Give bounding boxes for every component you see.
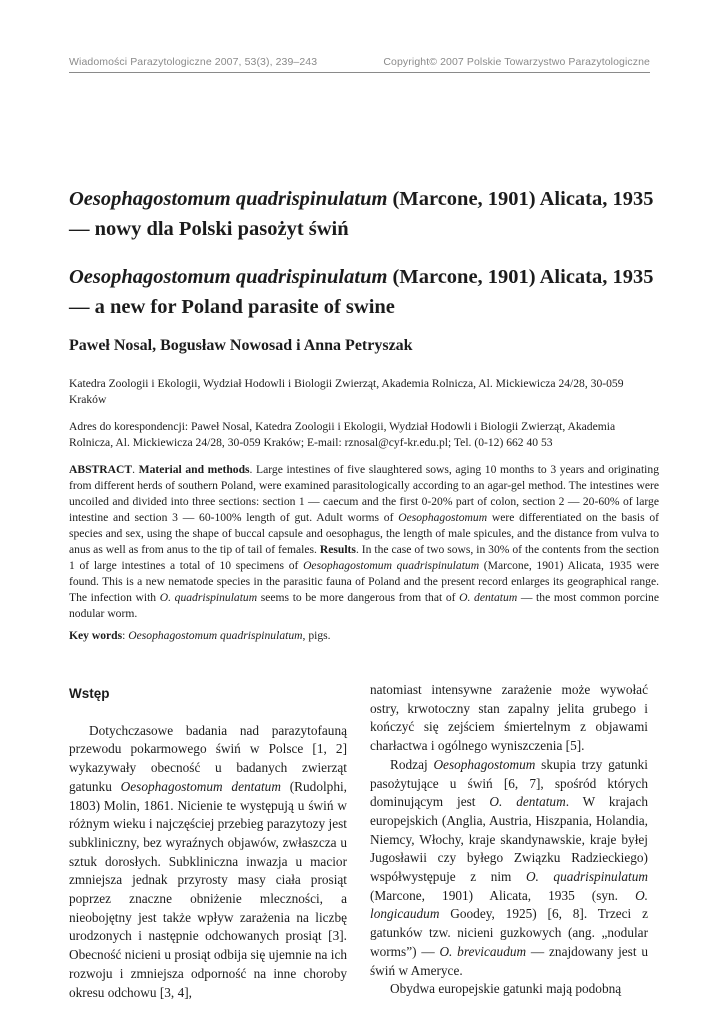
- body-column-left: [69, 681, 347, 1002]
- title-english: Oesophagostomum quadrispinulatum (Marcone, 1901) Alicata, 1935 — a new for Poland parasite of swine: [69, 266, 654, 318]
- affiliation: Katedra Zoologii i Ekologii, Wydział Hodowli i Biologii Zwierząt, Akademia Rolnicza, Al. Mickiewicza 24/28, 30-059 Kraków: [69, 377, 624, 406]
- paragraph-1-continued: natomiast intensywne zarażenie może wywołać ostry, krwotoczny stan zapalny jelita grubego i kończyć się zejściem śmiertelnym z objawami charłactwa i ogólnego wyniszczenia [5].: [370, 682, 648, 754]
- journal-citation: Wiadomości Parazytologiczne 2007, 53(3), 239–243: [69, 56, 318, 68]
- header-rule: [69, 72, 650, 73]
- section-heading-introduction: Wstęp: [69, 686, 110, 701]
- paragraph-1: Dotychczasowe badania nad parazytofauną przewodu pokarmowego świń w Polsce [1, 2] wykazywały obecność u badanych zwierząt gatunku Oesophagostomum dentatum (Rudolphi, 1803) Molin, 1861. Nicienie te występują u świń w różnym wieku i najczęściej przebieg parazytozy jest subkliniczny, bez wyraźnych objawów, zwłaszcza u sztuk dorosłych. Subkliniczna inwazja u macior zmniejsza jednak przyrosty masy ciała prosiąt poprzez znaczne obniżenie mleczności, a nieobojętny jest także wpływ zarażenia na liczbę urodzonych i następnie odchowanych prosiąt [3]. Obecność nicieni u prosiąt odbija się ujemnie na ich rozwoju i zmniejsza odporność na inne choroby okresu odchowu [3, 4],: [69, 722, 347, 1000]
- correspondence: Adres do korespondencji: Paweł Nosal, Katedra Zoologii i Ekologii, Wydział Hodowli i Biologii Zwierząt, Akademia Rolnicza, Al. Mickiewicza 24/28, 30-059 Kraków; E-mail: rznosal@cyf-kr.edu.pl; Tel. (0-12) 662 40 53: [69, 420, 616, 449]
- copyright-notice: Copyright© 2007 Polskie Towarzystwo Parazytologiczne: [383, 56, 650, 68]
- abstract: ABSTRACT. Material and methods. Large intestines of five slaughtered sows, aging 10 months to 3 years and originating from different herds of southern Poland, were examined parasitologically according to an agar-gel method. The intestines were uncoiled and divided into three sections: section 1 — caecum and the first 0-20% part of colon, section 2 — 20-60% of large intestine and section 3 — 60-100% length of gut. Adult worms of Oesophagostomum were differentiated on the basis of species and sex, using the shape of buccal capsule and oesophagus, the length of male spicules, and the distance from vulva to anus as well as from anus to the tip of tail of females. Results. In the case of two sows, in 30% of the contents from the section 1 of large intestines a total of 10 specimens of Oesophagostomum quadrispinulatum (Marcone, 1901) Alicata, 1935 were found. This is a new nematode species in the parasitic fauna of Poland and the present record enlarges its geographical range. The infection with O. quadrispinulatum seems to be more dangerous from that of O. dentatum — the most common porcine nodular worm.: [69, 463, 660, 620]
- running-header: [69, 56, 650, 68]
- title-polish: Oesophagostomum quadrispinulatum (Marcone, 1901) Alicata, 1935 — nowy dla Polski pasożyt świń: [69, 188, 654, 240]
- authors: Paweł Nosal, Bogusław Nowosad i Anna Petryszak: [69, 337, 413, 354]
- body-column-right: [370, 681, 648, 999]
- paragraph-2: Rodzaj Oesophagostomum skupia trzy gatunki pasożytujące u świń [6, 7], spośród których dominującym jest O. dentatum. W krajach europejskich (Anglia, Austria, Hiszpania, Holandia, Niemcy, Włochy, kraje skandynawskie, kraje byłej Jugosławii czy byłego Związku Radzieckiego) współwystępuje z nim O. quadrispinulatum (Marcone, 1901) Alicata, 1935 (syn. O. longicaudum Goodey, 1925) [6, 8]. Trzeci z gatunków tzw. nicieni guzkowych (ang. „nodular worms”) — O. brevicaudum — znajdowany jest u świń w Ameryce.: [370, 756, 648, 978]
- paragraph-3: Obydwa europejskie gatunki mają podobną: [390, 981, 622, 997]
- keywords: Key words: Oesophagostomum quadrispinulatum, pigs.: [69, 629, 331, 642]
